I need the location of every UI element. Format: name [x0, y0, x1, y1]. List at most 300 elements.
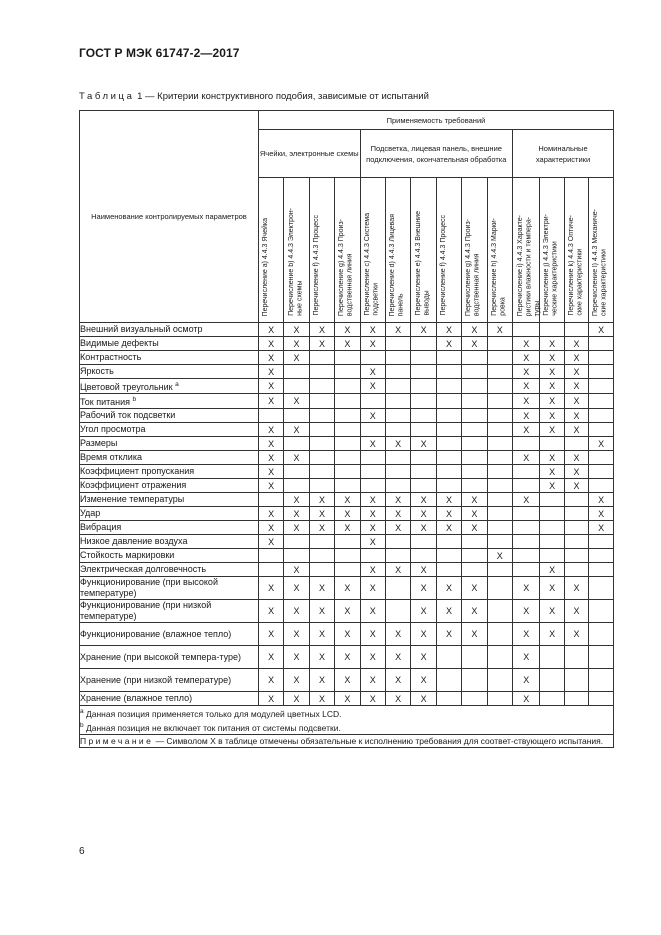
mark-cell — [436, 409, 461, 423]
mark-cell — [513, 323, 540, 337]
table-row — [80, 423, 614, 437]
table-row — [80, 669, 614, 692]
column-header — [487, 178, 512, 323]
mark-cell: X — [309, 521, 334, 535]
param-name: Хранение (при высокой темпера-туре) — [80, 651, 242, 662]
mark-cell — [309, 437, 334, 451]
mark-cell: X — [385, 507, 410, 521]
param-name: Рабочий ток подсветки — [80, 410, 176, 420]
mark-cell: X — [564, 479, 588, 493]
table-row — [80, 394, 614, 409]
mark-cell — [309, 423, 334, 437]
mark-cell — [462, 646, 487, 669]
mark-cell: X — [335, 600, 360, 623]
mark-cell — [385, 451, 410, 465]
mark-cell — [309, 365, 334, 379]
mark-cell — [309, 549, 334, 563]
mark-cell — [540, 646, 564, 669]
param-name-cell — [80, 507, 259, 521]
mark-cell — [589, 563, 614, 577]
mark-cell: X — [462, 337, 487, 351]
mark-cell: X — [284, 646, 309, 669]
mark-cell — [309, 563, 334, 577]
mark-cell: X — [411, 600, 436, 623]
mark-cell — [589, 451, 614, 465]
mark-cell — [385, 423, 410, 437]
column-header — [436, 178, 461, 323]
table-note — [80, 734, 614, 747]
mark-cell — [335, 409, 360, 423]
mark-cell: X — [335, 646, 360, 669]
mark-cell: X — [564, 409, 588, 423]
mark-cell: X — [360, 646, 385, 669]
table-row — [80, 646, 614, 669]
mark-cell — [309, 451, 334, 465]
mark-cell — [487, 337, 512, 351]
mark-cell — [335, 394, 360, 409]
footnotes-row — [80, 706, 614, 735]
footnote-mark: b — [80, 721, 84, 729]
table-row — [80, 351, 614, 365]
mark-cell: X — [564, 577, 588, 600]
mark-cell: X — [284, 451, 309, 465]
mark-cell — [487, 479, 512, 493]
mark-cell: X — [309, 323, 334, 337]
document-code: ГОСТ Р МЭК 61747-2—2017 — [79, 46, 240, 60]
mark-cell — [462, 379, 487, 394]
mark-cell — [411, 465, 436, 479]
mark-cell: X — [284, 692, 309, 706]
mark-cell — [360, 394, 385, 409]
mark-cell — [385, 337, 410, 351]
param-name-cell — [80, 379, 259, 394]
param-name-cell — [80, 549, 259, 563]
param-name: Размеры — [80, 438, 118, 448]
mark-cell: X — [436, 600, 461, 623]
group-header-ratings: Номинальные характеристики — [513, 130, 614, 178]
column-header — [385, 178, 410, 323]
param-name-cell — [80, 437, 259, 451]
mark-cell — [487, 669, 512, 692]
mark-cell — [385, 600, 410, 623]
param-name: Удар — [80, 508, 101, 518]
mark-cell — [540, 535, 564, 549]
mark-cell: X — [540, 423, 564, 437]
mark-cell: X — [462, 600, 487, 623]
mark-cell — [258, 409, 283, 423]
column-header — [335, 178, 360, 323]
mark-cell: X — [564, 351, 588, 365]
mark-cell: X — [540, 409, 564, 423]
mark-cell: X — [360, 337, 385, 351]
mark-cell: X — [385, 692, 410, 706]
param-name-cell — [80, 451, 259, 465]
mark-cell — [487, 623, 512, 646]
mark-cell: X — [589, 493, 614, 507]
mark-cell: X — [436, 337, 461, 351]
param-name: Время отклика — [80, 452, 142, 462]
mark-cell: X — [540, 465, 564, 479]
param-name-cell — [80, 521, 259, 535]
mark-cell: X — [309, 337, 334, 351]
mark-cell — [385, 577, 410, 600]
mark-cell — [360, 351, 385, 365]
mark-cell: X — [513, 669, 540, 692]
mark-cell: X — [411, 692, 436, 706]
param-name-cell — [80, 669, 259, 692]
note-text: — Символом Х в таблице отмечены обязательные к исполнению требования для соответ-ствующего испытания. — [153, 735, 604, 746]
mark-cell — [564, 521, 588, 535]
mark-cell — [487, 465, 512, 479]
mark-cell: X — [385, 521, 410, 535]
table-row — [80, 521, 614, 535]
mark-cell — [258, 493, 283, 507]
mark-cell — [385, 409, 410, 423]
mark-cell: X — [564, 623, 588, 646]
mark-cell: X — [513, 394, 540, 409]
column-header — [258, 178, 283, 323]
mark-cell: X — [360, 521, 385, 535]
mark-cell: X — [309, 692, 334, 706]
column-header — [540, 178, 564, 323]
mark-cell — [487, 507, 512, 521]
mark-cell — [487, 394, 512, 409]
param-name-cell — [80, 600, 259, 623]
param-name: Электрическая долговечность — [80, 564, 207, 574]
mark-cell: X — [436, 323, 461, 337]
column-header-label: Перечисление h) 4.4.3 Марки- ровка — [490, 218, 507, 316]
mark-cell — [335, 351, 360, 365]
mark-cell: X — [589, 323, 614, 337]
mark-cell: X — [513, 337, 540, 351]
table-row — [80, 507, 614, 521]
applicability-header: Применяемость требований — [258, 111, 613, 130]
mark-cell: X — [540, 365, 564, 379]
mark-cell: X — [385, 623, 410, 646]
mark-cell: X — [540, 379, 564, 394]
mark-cell: X — [258, 600, 283, 623]
mark-cell: X — [385, 493, 410, 507]
mark-cell — [487, 351, 512, 365]
mark-cell: X — [335, 493, 360, 507]
column-header-label: Перечисление j) 4.4.3 Электри- ческие характеристики — [543, 214, 559, 316]
mark-cell — [284, 465, 309, 479]
param-name: Хранение (влажное тепло) — [80, 693, 193, 703]
mark-cell: X — [411, 577, 436, 600]
page-number: 6 — [79, 846, 85, 857]
mark-cell: X — [411, 623, 436, 646]
mark-cell — [540, 437, 564, 451]
column-header — [309, 178, 334, 323]
mark-cell — [309, 379, 334, 394]
table-row — [80, 549, 614, 563]
column-header-label: Перечисление b) 4.4.3 Электрон- ные схемы — [287, 208, 304, 316]
mark-cell — [284, 437, 309, 451]
mark-cell — [487, 409, 512, 423]
mark-cell: X — [258, 351, 283, 365]
mark-cell: X — [284, 669, 309, 692]
mark-cell — [513, 479, 540, 493]
param-name: Стойкость маркировки — [80, 550, 175, 560]
param-name: Функционирование (при высокой температуре) — [80, 577, 218, 598]
mark-cell: X — [462, 323, 487, 337]
mark-cell — [540, 692, 564, 706]
mark-cell — [487, 493, 512, 507]
mark-cell: X — [258, 623, 283, 646]
mark-cell: X — [436, 493, 461, 507]
mark-cell — [284, 379, 309, 394]
mark-cell: X — [258, 323, 283, 337]
mark-cell: X — [564, 423, 588, 437]
mark-cell — [513, 507, 540, 521]
mark-cell — [513, 535, 540, 549]
param-name: Ток питания — [80, 397, 133, 407]
mark-cell: X — [360, 692, 385, 706]
mark-cell: X — [360, 623, 385, 646]
mark-cell: X — [360, 437, 385, 451]
mark-cell: X — [258, 394, 283, 409]
mark-cell — [589, 669, 614, 692]
mark-cell — [284, 479, 309, 493]
mark-cell — [589, 379, 614, 394]
mark-cell — [513, 563, 540, 577]
mark-cell: X — [411, 563, 436, 577]
mark-cell: X — [385, 646, 410, 669]
mark-cell — [335, 451, 360, 465]
mark-cell — [564, 563, 588, 577]
mark-cell: X — [540, 479, 564, 493]
table-row — [80, 465, 614, 479]
mark-cell: X — [284, 337, 309, 351]
mark-cell — [589, 646, 614, 669]
mark-cell: X — [411, 323, 436, 337]
mark-cell — [513, 521, 540, 535]
param-name: Угол просмотра — [80, 424, 146, 434]
mark-cell — [411, 337, 436, 351]
param-name: Видимые дефекты — [80, 338, 159, 348]
mark-cell — [462, 465, 487, 479]
column-header-label: Перечисление e) 4.4.3 Внешние выводы — [414, 211, 431, 316]
mark-cell — [540, 507, 564, 521]
mark-cell: X — [411, 646, 436, 669]
mark-cell — [411, 535, 436, 549]
param-name-cell — [80, 577, 259, 600]
mark-cell — [564, 669, 588, 692]
mark-cell — [385, 465, 410, 479]
mark-cell — [487, 437, 512, 451]
column-header-label: Перечисление k) 4.4.3 Оптиче- ские характеристики — [567, 215, 584, 316]
mark-cell — [589, 479, 614, 493]
mark-cell — [589, 600, 614, 623]
mark-cell: X — [462, 577, 487, 600]
mark-cell — [564, 549, 588, 563]
column-header-label: Перечисление c) 4.4.3 Система подсветки — [363, 213, 380, 316]
mark-cell — [487, 646, 512, 669]
mark-cell: X — [360, 600, 385, 623]
mark-cell — [462, 351, 487, 365]
note-row — [80, 734, 614, 747]
mark-cell: X — [487, 549, 512, 563]
mark-cell: X — [540, 563, 564, 577]
mark-cell — [436, 646, 461, 669]
mark-cell — [564, 437, 588, 451]
mark-cell: X — [360, 379, 385, 394]
table-row — [80, 577, 614, 600]
table-row — [80, 409, 614, 423]
mark-cell: X — [284, 521, 309, 535]
column-header — [513, 178, 540, 323]
mark-cell — [564, 507, 588, 521]
column-header — [589, 178, 614, 323]
footnote-text: Данная позиция не включает ток питания от системы подсветки. — [83, 722, 341, 733]
mark-cell — [436, 437, 461, 451]
column-header-label: Перечисление f) 4.4.3 Процесс — [440, 215, 447, 316]
mark-cell: X — [309, 577, 334, 600]
param-name: Контрастность — [80, 352, 142, 362]
param-name: Яркость — [80, 366, 114, 376]
mark-cell: X — [513, 423, 540, 437]
mark-cell: X — [309, 600, 334, 623]
mark-cell — [385, 479, 410, 493]
mark-cell — [360, 479, 385, 493]
mark-cell — [436, 465, 461, 479]
mark-cell — [487, 535, 512, 549]
mark-cell — [462, 409, 487, 423]
mark-cell — [487, 692, 512, 706]
mark-cell: X — [284, 563, 309, 577]
param-name-cell — [80, 623, 259, 646]
mark-cell: X — [513, 493, 540, 507]
mark-cell: X — [335, 577, 360, 600]
mark-cell: X — [436, 507, 461, 521]
mark-cell — [284, 549, 309, 563]
param-name-cell — [80, 351, 259, 365]
mark-cell — [487, 423, 512, 437]
mark-cell — [385, 549, 410, 563]
table-row — [80, 337, 614, 351]
column-header — [360, 178, 385, 323]
mark-cell: X — [513, 692, 540, 706]
mark-cell — [487, 379, 512, 394]
mark-cell — [360, 549, 385, 563]
mark-cell: X — [284, 351, 309, 365]
mark-cell — [360, 465, 385, 479]
mark-cell: X — [360, 409, 385, 423]
param-name: Коэффициент пропускания — [80, 466, 195, 476]
mark-cell — [462, 423, 487, 437]
mark-cell — [258, 549, 283, 563]
mark-cell: X — [258, 646, 283, 669]
mark-cell: X — [258, 451, 283, 465]
mark-cell — [284, 535, 309, 549]
mark-cell: X — [309, 669, 334, 692]
mark-cell: X — [360, 577, 385, 600]
param-name: Внешний визуальный осмотр — [80, 324, 203, 334]
mark-cell: X — [564, 365, 588, 379]
mark-cell: X — [540, 394, 564, 409]
column-header — [564, 178, 588, 323]
mark-cell: X — [335, 521, 360, 535]
mark-cell: X — [513, 600, 540, 623]
mark-cell: X — [513, 623, 540, 646]
footnotes — [80, 706, 614, 735]
mark-cell — [436, 669, 461, 692]
mark-cell — [589, 365, 614, 379]
column-header-label: Перечисление f) 4.4.3 Процесс — [312, 215, 320, 316]
mark-cell: X — [284, 577, 309, 600]
mark-cell — [540, 323, 564, 337]
mark-cell: X — [564, 451, 588, 465]
param-name-cell — [80, 465, 259, 479]
group-header-backlight: Подсветка, лицевая панель, внешние подключения, окончательная обработка — [360, 130, 512, 178]
column-header — [462, 178, 487, 323]
param-name-cell — [80, 394, 259, 409]
param-name-cell — [80, 365, 259, 379]
mark-cell — [462, 451, 487, 465]
mark-cell — [564, 692, 588, 706]
mark-cell — [513, 465, 540, 479]
mark-cell — [335, 535, 360, 549]
mark-cell: X — [385, 563, 410, 577]
mark-cell: X — [258, 465, 283, 479]
table-row — [80, 600, 614, 623]
mark-cell — [564, 493, 588, 507]
mark-cell — [335, 549, 360, 563]
mark-cell — [309, 409, 334, 423]
param-name-cell — [80, 423, 259, 437]
mark-cell: X — [258, 669, 283, 692]
mark-cell — [540, 669, 564, 692]
mark-cell: X — [385, 437, 410, 451]
mark-cell: X — [411, 521, 436, 535]
mark-cell: X — [462, 507, 487, 521]
mark-cell: X — [360, 493, 385, 507]
mark-cell: X — [513, 451, 540, 465]
mark-cell: X — [540, 451, 564, 465]
mark-cell — [487, 600, 512, 623]
mark-cell: X — [309, 493, 334, 507]
mark-cell — [309, 535, 334, 549]
mark-cell: X — [284, 323, 309, 337]
mark-cell — [309, 351, 334, 365]
mark-cell — [309, 465, 334, 479]
mark-cell — [385, 379, 410, 394]
mark-cell: X — [258, 437, 283, 451]
column-header-label: Перечисление d) 4.4.3 Лицевая панель — [389, 213, 405, 316]
mark-cell: X — [258, 577, 283, 600]
mark-cell — [411, 549, 436, 563]
mark-cell — [564, 646, 588, 669]
header-row-1 — [80, 111, 614, 130]
mark-cell — [462, 394, 487, 409]
footnote-ref: b — [132, 396, 137, 403]
mark-cell — [487, 577, 512, 600]
mark-cell: X — [540, 623, 564, 646]
footnote — [80, 706, 613, 720]
param-name: Хранение (при низкой температуре) — [80, 674, 232, 685]
mark-cell — [462, 437, 487, 451]
param-name: Функционирование (влажное тепло) — [80, 628, 232, 639]
mark-cell: X — [564, 337, 588, 351]
param-name-cell — [80, 479, 259, 493]
mark-cell — [411, 365, 436, 379]
column-header-label: Перечисление a) 4.4.3 Ячейка — [262, 217, 270, 316]
mark-cell — [436, 479, 461, 493]
mark-cell — [436, 394, 461, 409]
table-row — [80, 563, 614, 577]
param-name: Вибрация — [80, 522, 122, 532]
mark-cell: X — [385, 669, 410, 692]
